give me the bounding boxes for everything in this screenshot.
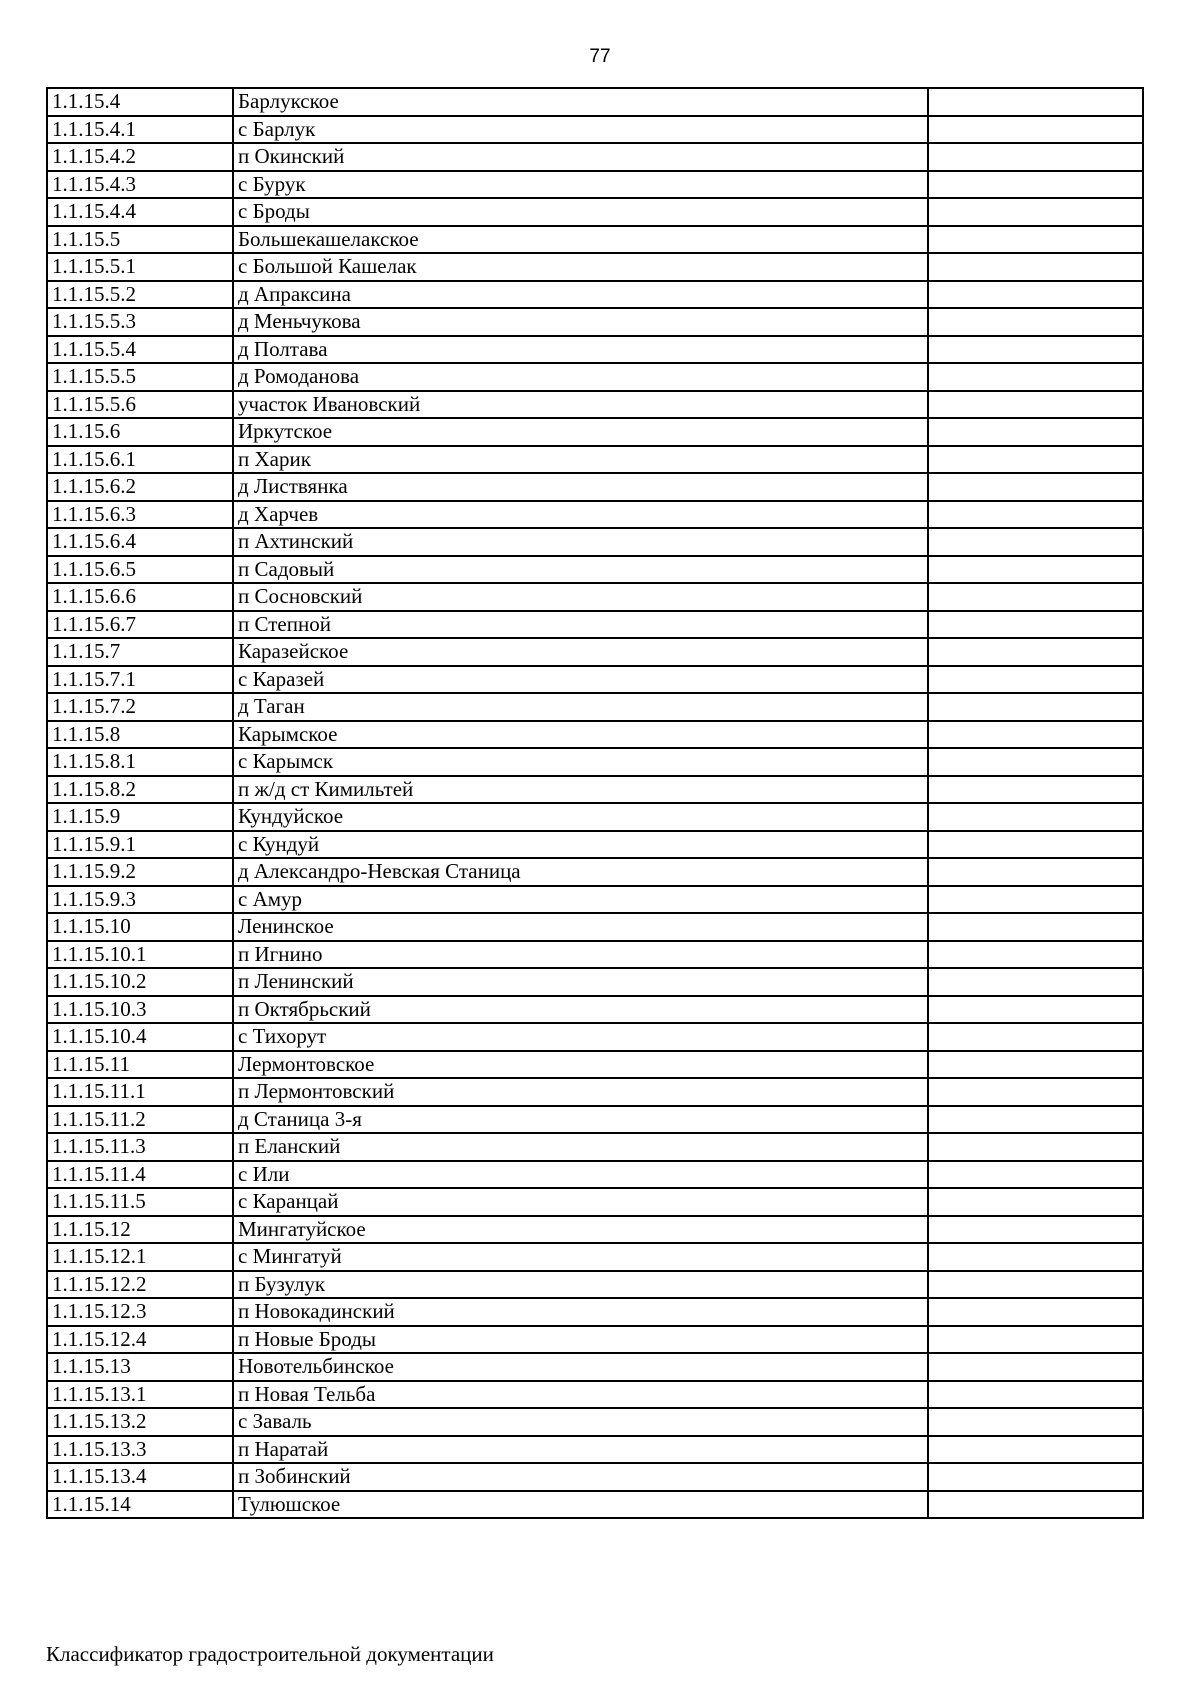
table-row xyxy=(47,391,1143,419)
table-row xyxy=(47,941,1143,969)
code-cell: 1.1.15.10 xyxy=(47,913,233,941)
classifier-table xyxy=(46,87,1144,1519)
table-row xyxy=(47,831,1143,859)
table-row xyxy=(47,1463,1143,1491)
code-cell: 1.1.15.5.3 xyxy=(47,308,233,336)
table-row xyxy=(47,308,1143,336)
code-cell: 1.1.15.6.6 xyxy=(47,583,233,611)
empty-cell xyxy=(928,253,1143,281)
code-cell: 1.1.15.9 xyxy=(47,803,233,831)
empty-cell xyxy=(928,693,1143,721)
code-cell: 1.1.15.10.3 xyxy=(47,996,233,1024)
empty-cell xyxy=(928,638,1143,666)
name-cell: с Броды xyxy=(233,198,928,226)
table-row xyxy=(47,638,1143,666)
code-cell: 1.1.15.14 xyxy=(47,1491,233,1519)
code-cell: 1.1.15.11.4 xyxy=(47,1161,233,1189)
table-row xyxy=(47,968,1143,996)
name-cell: д Харчев xyxy=(233,501,928,529)
name-cell: д Полтава xyxy=(233,336,928,364)
table-row xyxy=(47,996,1143,1024)
name-cell: Каразейское xyxy=(233,638,928,666)
empty-cell xyxy=(928,418,1143,446)
empty-cell xyxy=(928,198,1143,226)
table-body xyxy=(47,88,1143,1518)
table-row xyxy=(47,1023,1143,1051)
name-cell: п ж/д ст Кимильтей xyxy=(233,776,928,804)
empty-cell xyxy=(928,1353,1143,1381)
table-row xyxy=(47,583,1143,611)
table-row xyxy=(47,886,1143,914)
name-cell: Ленинское xyxy=(233,913,928,941)
name-cell: с Кундуй xyxy=(233,831,928,859)
code-cell: 1.1.15.6.4 xyxy=(47,528,233,556)
code-cell: 1.1.15.11.3 xyxy=(47,1133,233,1161)
code-cell: 1.1.15.4 xyxy=(47,88,233,116)
code-cell: 1.1.15.4.2 xyxy=(47,143,233,171)
table-row xyxy=(47,446,1143,474)
table-row xyxy=(47,253,1143,281)
empty-cell xyxy=(928,1271,1143,1299)
table-row xyxy=(47,803,1143,831)
table-row xyxy=(47,1243,1143,1271)
name-cell: д Станица 3-я xyxy=(233,1106,928,1134)
empty-cell xyxy=(928,1078,1143,1106)
empty-cell xyxy=(928,226,1143,254)
table-row xyxy=(47,198,1143,226)
name-cell: д Таган xyxy=(233,693,928,721)
name-cell: Барлукское xyxy=(233,88,928,116)
code-cell: 1.1.15.5.6 xyxy=(47,391,233,419)
empty-cell xyxy=(928,116,1143,144)
code-cell: 1.1.15.11 xyxy=(47,1051,233,1079)
empty-cell xyxy=(928,1463,1143,1491)
table-row xyxy=(47,1381,1143,1409)
code-cell: 1.1.15.4.3 xyxy=(47,171,233,199)
name-cell: п Ленинский xyxy=(233,968,928,996)
name-cell: п Игнино xyxy=(233,941,928,969)
name-cell: д Листвянка xyxy=(233,473,928,501)
code-cell: 1.1.15.11.1 xyxy=(47,1078,233,1106)
empty-cell xyxy=(928,858,1143,886)
empty-cell xyxy=(928,1023,1143,1051)
name-cell: с Каразей xyxy=(233,666,928,694)
table-row xyxy=(47,1271,1143,1299)
code-cell: 1.1.15.6 xyxy=(47,418,233,446)
code-cell: 1.1.15.7 xyxy=(47,638,233,666)
page-number: 77 xyxy=(589,46,611,67)
table-row xyxy=(47,88,1143,116)
code-cell: 1.1.15.13 xyxy=(47,1353,233,1381)
empty-cell xyxy=(928,1106,1143,1134)
empty-cell xyxy=(928,803,1143,831)
empty-cell xyxy=(928,1188,1143,1216)
code-cell: 1.1.15.8 xyxy=(47,721,233,749)
empty-cell xyxy=(928,88,1143,116)
table-row xyxy=(47,1298,1143,1326)
name-cell: п Новокадинский xyxy=(233,1298,928,1326)
code-cell: 1.1.15.5 xyxy=(47,226,233,254)
empty-cell xyxy=(928,968,1143,996)
code-cell: 1.1.15.4.1 xyxy=(47,116,233,144)
name-cell: п Ахтинский xyxy=(233,528,928,556)
code-cell: 1.1.15.13.2 xyxy=(47,1408,233,1436)
table-row xyxy=(47,1188,1143,1216)
name-cell: с Каранцай xyxy=(233,1188,928,1216)
empty-cell xyxy=(928,941,1143,969)
code-cell: 1.1.15.10.2 xyxy=(47,968,233,996)
empty-cell xyxy=(928,1161,1143,1189)
empty-cell xyxy=(928,363,1143,391)
name-cell: д Ромоданова xyxy=(233,363,928,391)
empty-cell xyxy=(928,473,1143,501)
table-row xyxy=(47,776,1143,804)
name-cell: д Меньчукова xyxy=(233,308,928,336)
empty-cell xyxy=(928,1408,1143,1436)
empty-cell xyxy=(928,143,1143,171)
table-row xyxy=(47,418,1143,446)
name-cell: Лермонтовское xyxy=(233,1051,928,1079)
table-row xyxy=(47,858,1143,886)
code-cell: 1.1.15.12 xyxy=(47,1216,233,1244)
empty-cell xyxy=(928,721,1143,749)
name-cell: п Степной xyxy=(233,611,928,639)
empty-cell xyxy=(928,886,1143,914)
name-cell: Мингатуйское xyxy=(233,1216,928,1244)
code-cell: 1.1.15.4.4 xyxy=(47,198,233,226)
table-row xyxy=(47,171,1143,199)
empty-cell xyxy=(928,913,1143,941)
name-cell: п Лермонтовский xyxy=(233,1078,928,1106)
empty-cell xyxy=(928,1326,1143,1354)
table-row xyxy=(47,501,1143,529)
table-row xyxy=(47,1326,1143,1354)
code-cell: 1.1.15.6.7 xyxy=(47,611,233,639)
code-cell: 1.1.15.6.2 xyxy=(47,473,233,501)
table-row xyxy=(47,1078,1143,1106)
name-cell: Карымское xyxy=(233,721,928,749)
table-row xyxy=(47,336,1143,364)
empty-cell xyxy=(928,1491,1143,1519)
name-cell: с Барлук xyxy=(233,116,928,144)
name-cell: с Мингатуй xyxy=(233,1243,928,1271)
table-row xyxy=(47,913,1143,941)
name-cell: п Октябрьский xyxy=(233,996,928,1024)
empty-cell xyxy=(928,1436,1143,1464)
name-cell: с Заваль xyxy=(233,1408,928,1436)
empty-cell xyxy=(928,501,1143,529)
table-row xyxy=(47,721,1143,749)
name-cell: с Или xyxy=(233,1161,928,1189)
table-row xyxy=(47,693,1143,721)
code-cell: 1.1.15.6.1 xyxy=(47,446,233,474)
name-cell: Иркутское xyxy=(233,418,928,446)
code-cell: 1.1.15.7.1 xyxy=(47,666,233,694)
empty-cell xyxy=(928,528,1143,556)
table-row xyxy=(47,1106,1143,1134)
name-cell: п Новая Тельба xyxy=(233,1381,928,1409)
empty-cell xyxy=(928,556,1143,584)
name-cell: участок Ивановский xyxy=(233,391,928,419)
table-row xyxy=(47,1161,1143,1189)
code-cell: 1.1.15.12.1 xyxy=(47,1243,233,1271)
empty-cell xyxy=(928,1216,1143,1244)
empty-cell xyxy=(928,1381,1143,1409)
empty-cell xyxy=(928,831,1143,859)
code-cell: 1.1.15.5.1 xyxy=(47,253,233,281)
table-row xyxy=(47,226,1143,254)
table-row xyxy=(47,556,1143,584)
table-row xyxy=(47,1216,1143,1244)
code-cell: 1.1.15.13.4 xyxy=(47,1463,233,1491)
footer-caption: Классификатор градостроительной документации xyxy=(46,1642,494,1666)
empty-cell xyxy=(928,1051,1143,1079)
empty-cell xyxy=(928,1133,1143,1161)
table-row xyxy=(47,1051,1143,1079)
code-cell: 1.1.15.5.5 xyxy=(47,363,233,391)
code-cell: 1.1.15.9.3 xyxy=(47,886,233,914)
table-row xyxy=(47,116,1143,144)
empty-cell xyxy=(928,446,1143,474)
name-cell: д Александро-Невская Станица xyxy=(233,858,928,886)
table-row xyxy=(47,1408,1143,1436)
code-cell: 1.1.15.11.2 xyxy=(47,1106,233,1134)
code-cell: 1.1.15.12.3 xyxy=(47,1298,233,1326)
code-cell: 1.1.15.13.3 xyxy=(47,1436,233,1464)
table-row xyxy=(47,666,1143,694)
empty-cell xyxy=(928,336,1143,364)
code-cell: 1.1.15.10.4 xyxy=(47,1023,233,1051)
name-cell: п Окинский xyxy=(233,143,928,171)
name-cell: Тулюшское xyxy=(233,1491,928,1519)
empty-cell xyxy=(928,391,1143,419)
name-cell: п Зобинский xyxy=(233,1463,928,1491)
name-cell: п Бузулук xyxy=(233,1271,928,1299)
name-cell: п Еланский xyxy=(233,1133,928,1161)
table-row xyxy=(47,473,1143,501)
code-cell: 1.1.15.7.2 xyxy=(47,693,233,721)
table-row xyxy=(47,611,1143,639)
empty-cell xyxy=(928,281,1143,309)
table-row xyxy=(47,143,1143,171)
code-cell: 1.1.15.10.1 xyxy=(47,941,233,969)
code-cell: 1.1.15.11.5 xyxy=(47,1188,233,1216)
name-cell: Новотельбинское xyxy=(233,1353,928,1381)
name-cell: с Амур xyxy=(233,886,928,914)
table-row xyxy=(47,528,1143,556)
table-row xyxy=(47,748,1143,776)
code-cell: 1.1.15.6.5 xyxy=(47,556,233,584)
name-cell: д Апраксина xyxy=(233,281,928,309)
name-cell: с Тихорут xyxy=(233,1023,928,1051)
name-cell: Большекашелакское xyxy=(233,226,928,254)
table-row xyxy=(47,1436,1143,1464)
code-cell: 1.1.15.13.1 xyxy=(47,1381,233,1409)
name-cell: с Карымск xyxy=(233,748,928,776)
empty-cell xyxy=(928,776,1143,804)
empty-cell xyxy=(928,583,1143,611)
name-cell: с Большой Кашелак xyxy=(233,253,928,281)
code-cell: 1.1.15.6.3 xyxy=(47,501,233,529)
name-cell: п Харик xyxy=(233,446,928,474)
code-cell: 1.1.15.8.1 xyxy=(47,748,233,776)
table-row xyxy=(47,1353,1143,1381)
code-cell: 1.1.15.9.1 xyxy=(47,831,233,859)
table-row xyxy=(47,1491,1143,1519)
name-cell: п Сосновский xyxy=(233,583,928,611)
code-cell: 1.1.15.8.2 xyxy=(47,776,233,804)
empty-cell xyxy=(928,996,1143,1024)
code-cell: 1.1.15.12.2 xyxy=(47,1271,233,1299)
empty-cell xyxy=(928,748,1143,776)
table-row xyxy=(47,281,1143,309)
name-cell: Кундуйское xyxy=(233,803,928,831)
table-row xyxy=(47,363,1143,391)
name-cell: п Наратай xyxy=(233,1436,928,1464)
empty-cell xyxy=(928,171,1143,199)
code-cell: 1.1.15.5.4 xyxy=(47,336,233,364)
name-cell: п Садовый xyxy=(233,556,928,584)
name-cell: с Бурук xyxy=(233,171,928,199)
code-cell: 1.1.15.9.2 xyxy=(47,858,233,886)
empty-cell xyxy=(928,308,1143,336)
empty-cell xyxy=(928,1298,1143,1326)
code-cell: 1.1.15.12.4 xyxy=(47,1326,233,1354)
table-row xyxy=(47,1133,1143,1161)
name-cell: п Новые Броды xyxy=(233,1326,928,1354)
empty-cell xyxy=(928,666,1143,694)
empty-cell xyxy=(928,1243,1143,1271)
empty-cell xyxy=(928,611,1143,639)
code-cell: 1.1.15.5.2 xyxy=(47,281,233,309)
